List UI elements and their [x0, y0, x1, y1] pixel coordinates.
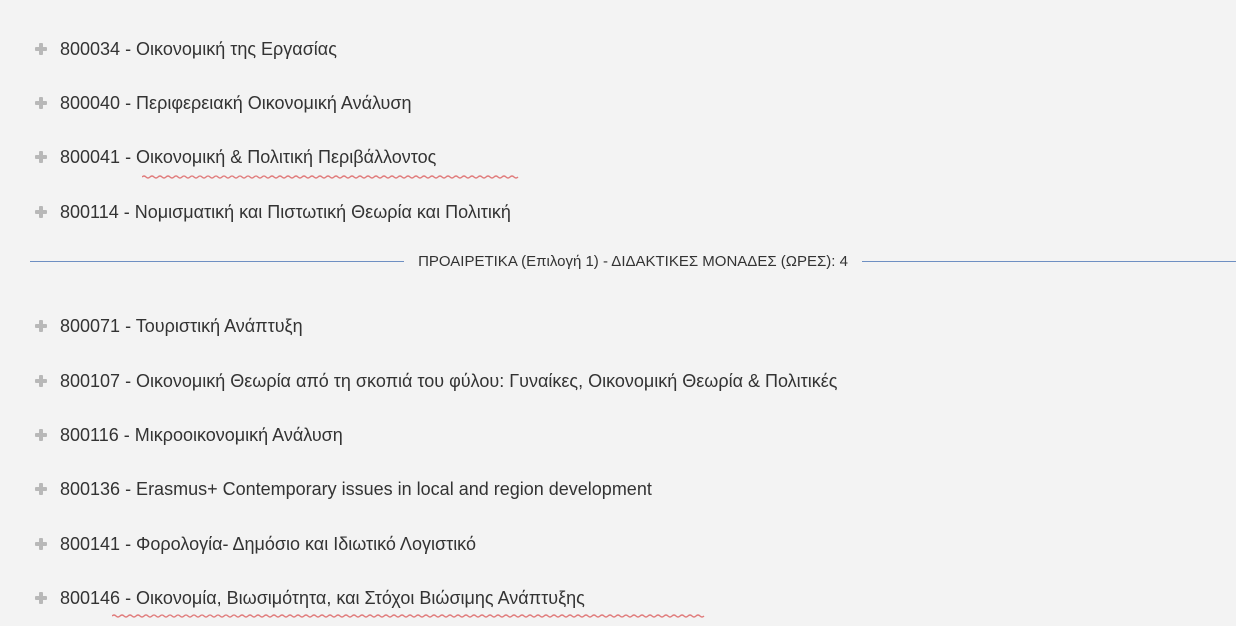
plus-icon[interactable] [35, 206, 47, 218]
elective-section-title: ΠΡΟΑΙΡΕΤΙΚΑ (Επιλογή 1) - ΔΙΔΑΚΤΙΚΕΣ ΜΟΝΑΔΕΣ (ΩΡΕΣ): 4 [418, 252, 848, 270]
course-item-800146[interactable] [35, 584, 585, 612]
course-title[interactable]: 800114 - Νομισματική και Πιστωτική Θεωρία και Πολιτική [60, 202, 511, 222]
course-item-800071[interactable] [35, 312, 303, 340]
course-item-800040[interactable] [35, 89, 412, 117]
course-item-800034[interactable] [35, 35, 337, 63]
course-item-800136[interactable] [35, 475, 652, 503]
plus-icon[interactable] [35, 429, 47, 441]
spellcheck-underline [142, 175, 519, 179]
course-title[interactable]: 800041 - Οικονομική & Πολιτική Περιβάλλοντος [60, 147, 437, 167]
course-title[interactable]: 800141 - Φορολογία- Δημόσιο και Ιδιωτικό Λογιστικό [60, 534, 476, 554]
spellcheck-underline [112, 614, 706, 618]
plus-icon[interactable] [35, 320, 47, 332]
course-item-800041[interactable] [35, 143, 436, 171]
plus-icon[interactable] [35, 538, 47, 550]
course-item-800114[interactable] [35, 198, 511, 226]
course-item-800141[interactable] [35, 530, 476, 558]
plus-icon[interactable] [35, 375, 47, 387]
course-title[interactable]: 800040 - Περιφερειακή Οικονομική Ανάλυση [60, 93, 412, 113]
course-title[interactable]: 800071 - Τουριστική Ανάπτυξη [60, 316, 303, 336]
plus-icon[interactable] [35, 592, 47, 604]
course-item-800116[interactable] [35, 421, 343, 449]
divider-line-left [30, 261, 404, 262]
plus-icon[interactable] [35, 43, 47, 55]
course-item-800107[interactable] [35, 367, 837, 395]
course-title[interactable]: 800034 - Οικονομική της Εργασίας [60, 39, 337, 59]
divider-line-right [862, 261, 1236, 262]
elective-section-divider [30, 249, 1236, 273]
plus-icon[interactable] [35, 483, 47, 495]
plus-icon[interactable] [35, 151, 47, 163]
plus-icon[interactable] [35, 97, 47, 109]
course-title[interactable]: 800116 - Μικροοικονομική Ανάλυση [60, 425, 343, 445]
course-title[interactable]: 800136 - Erasmus+ Contemporary issues in local and region development [60, 479, 652, 499]
course-title[interactable]: 800146 - Οικονομία, Βιωσιμότητα, και Στόχοι Βιώσιμης Ανάπτυξης [60, 588, 585, 608]
course-title[interactable]: 800107 - Οικονομική Θεωρία από τη σκοπιά του φύλου: Γυναίκες, Οικονομική Θεωρία & Πολιτικές [60, 371, 838, 391]
